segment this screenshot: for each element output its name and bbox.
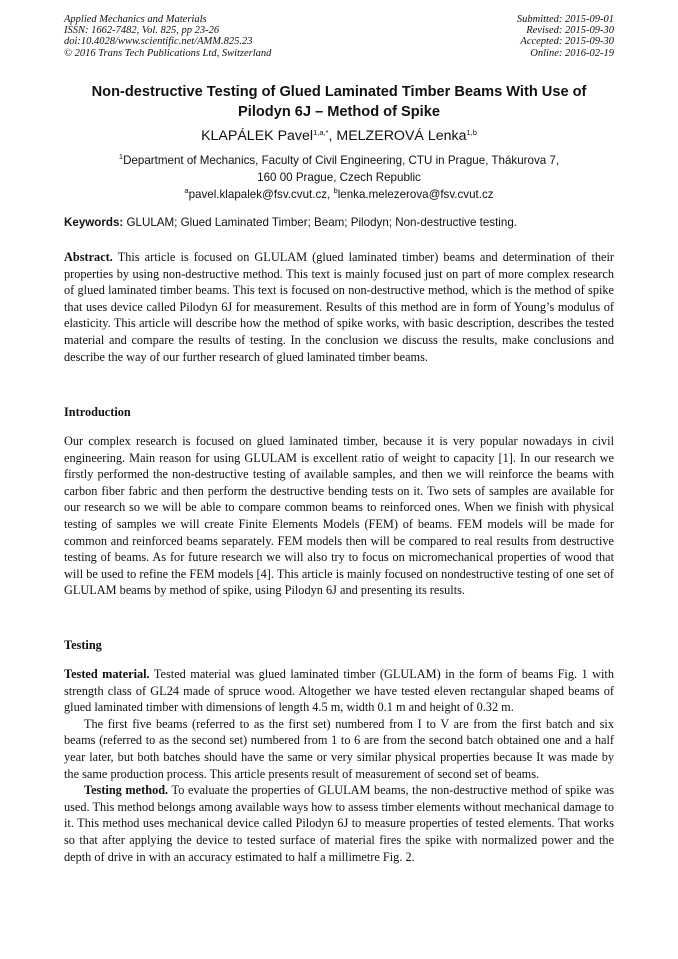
section-heading: Introduction: [64, 405, 131, 419]
author-affil-marker: 1,a,*: [313, 128, 329, 137]
tested-material-text: Tested material was glued laminated timber (GLULAM) in the form of beams Fig. 1 with strength class of GL24 made of spruce wood. Altogether we have tested eleven rectangular shaped beams of glued laminated timber with dimensions of length 4.5 m, width 0.1 m and height of 0.32 m.: [64, 667, 615, 715]
submitted-date: Submitted: 2015-09-01: [516, 14, 614, 25]
affiliation-line-2: 160 00 Prague, Czech Republic: [257, 170, 421, 184]
author-list: [40, 127, 638, 145]
journal-name: Applied Mechanics and Materials: [64, 14, 207, 25]
journal-copyright: © 2016 Trans Tech Publications Ltd, Switzerland: [64, 47, 272, 59]
testing-method-text: To evaluate the properties of GLULAM beams, the non-destructive method of spike was used. This method belongs among available ways how to assess timber elements without mechanical damage to it. This method uses mechanical device called Pilodyn 6J to measure properties of tested elements. That works so that after applying the device to tested surface of material fires the spike with normalized power and the depth of drive in with an accuracy estimated to half a millimetre Fig. 2.: [64, 783, 614, 864]
sets-paragraph: The first five beams (referred to as the first set) numbered from I to V are from the first batch and six beams (referred to as the second set) numbered from 1 to 6 are from the second batch obtained one and a half year later, but both batches should have the same or very similar physical properties because It was made by the same production process. This article presents result of measurement of second set of beams.: [64, 716, 614, 781]
email-link[interactable]: pavel.klapalek@fsv.cvut.cz: [188, 188, 328, 201]
testing-body: [64, 666, 614, 865]
email-marker: b: [333, 186, 338, 195]
email-separator: ,: [327, 188, 334, 201]
author-name: KLAPÁLEK Pavel: [201, 128, 314, 144]
abstract: [64, 249, 614, 365]
revised-date: Revised: 2015-09-30: [526, 25, 614, 37]
author-separator: ,: [328, 128, 337, 144]
title-line-2: Pilodyn 6J – Method of Spike: [238, 104, 440, 120]
publication-dates: [517, 14, 614, 59]
author-emails: [40, 187, 638, 203]
paper-title: [48, 82, 630, 122]
journal-header: [64, 14, 271, 59]
keywords-label: Keywords:: [64, 216, 124, 229]
email-link[interactable]: lenka.melezerova@fsv.cvut.cz: [337, 188, 494, 201]
tested-material-paragraph: [64, 666, 614, 716]
keywords-text: GLULAM; Glued Laminated Timber; Beam; Pilodyn; Non-destructive testing.: [123, 216, 518, 229]
introduction-body: [64, 433, 614, 599]
section-heading: Testing: [64, 638, 102, 652]
introduction-paragraph: Our complex research is focused on glued laminated timber, because it is very popular nowadays in civil engineering. Main reason for using GLULAM is excellent ratio of weight to capacity [1]. In our research we firstly performed the non-destructive testing of available samples, and then we will reinforce the beams with carbon fiber fabric and then perform the destructive bending tests on it. Two sets of samples are available for our research so we will be able to compare common beams to reinforced ones. When we finish with physical testing of samples we will create Finite Elements Models (FEM) of beams. FEM models will be made for common and reinforced beams separately. FEM models then will be compared to real results from destructive testing of beams. As for future research we will also try to focus on micromechanical properties of wood that will be used to refine the FEM models [4]. This article is mainly focused on nondestructive testing of one set of GLULAM beams by method of spike, using Pilodyn 6J and presenting its results.: [64, 434, 614, 598]
author-affil-marker: 1,b: [466, 128, 477, 137]
affil-marker: 1: [118, 152, 124, 161]
online-date: Online: 2016-02-19: [530, 47, 614, 59]
journal-issn: ISSN: 1662-7482, Vol. 825, pp 23-26: [64, 25, 220, 37]
author-name: MELZEROVÁ Lenka: [336, 128, 467, 144]
keywords: [64, 215, 624, 231]
testing-method-paragraph: [64, 782, 614, 865]
abstract-label: Abstract.: [64, 250, 113, 264]
email-marker: a: [184, 186, 189, 195]
affiliation: [40, 153, 638, 186]
testing-method-label: Testing method.: [84, 783, 169, 798]
affiliation-line-1: Department of Mechanics, Faculty of Civil Engineering, CTU in Prague, Thákurova 7,: [123, 154, 560, 167]
title-line-1: Non-destructive Testing of Glued Laminated Timber Beams With Use of: [91, 84, 587, 100]
abstract-text: This article is focused on GLULAM (glued laminated timber) beams and determination of their properties by using non-destructive method. This text is mainly focused just on part of more complex research of glued laminated timber beams. This text is focused on non-destructive method, which is the method of spike that uses device called Pilodyn 6J for measurement. Results of this method are in form of Young’s modulus of elasticity. This article will describe how the method of spike works, with basic description, describes the tested material and compare the results of testing. In the conclusion we discuss the results, make conclusions and describe the way of our further research of glued laminated timber beams.: [64, 250, 614, 364]
journal-doi[interactable]: doi:10.4028/www.scientific.net/AMM.825.23: [64, 36, 253, 48]
tested-material-label: Tested material.: [64, 667, 150, 681]
accepted-date: Accepted: 2015-09-30: [520, 36, 614, 48]
